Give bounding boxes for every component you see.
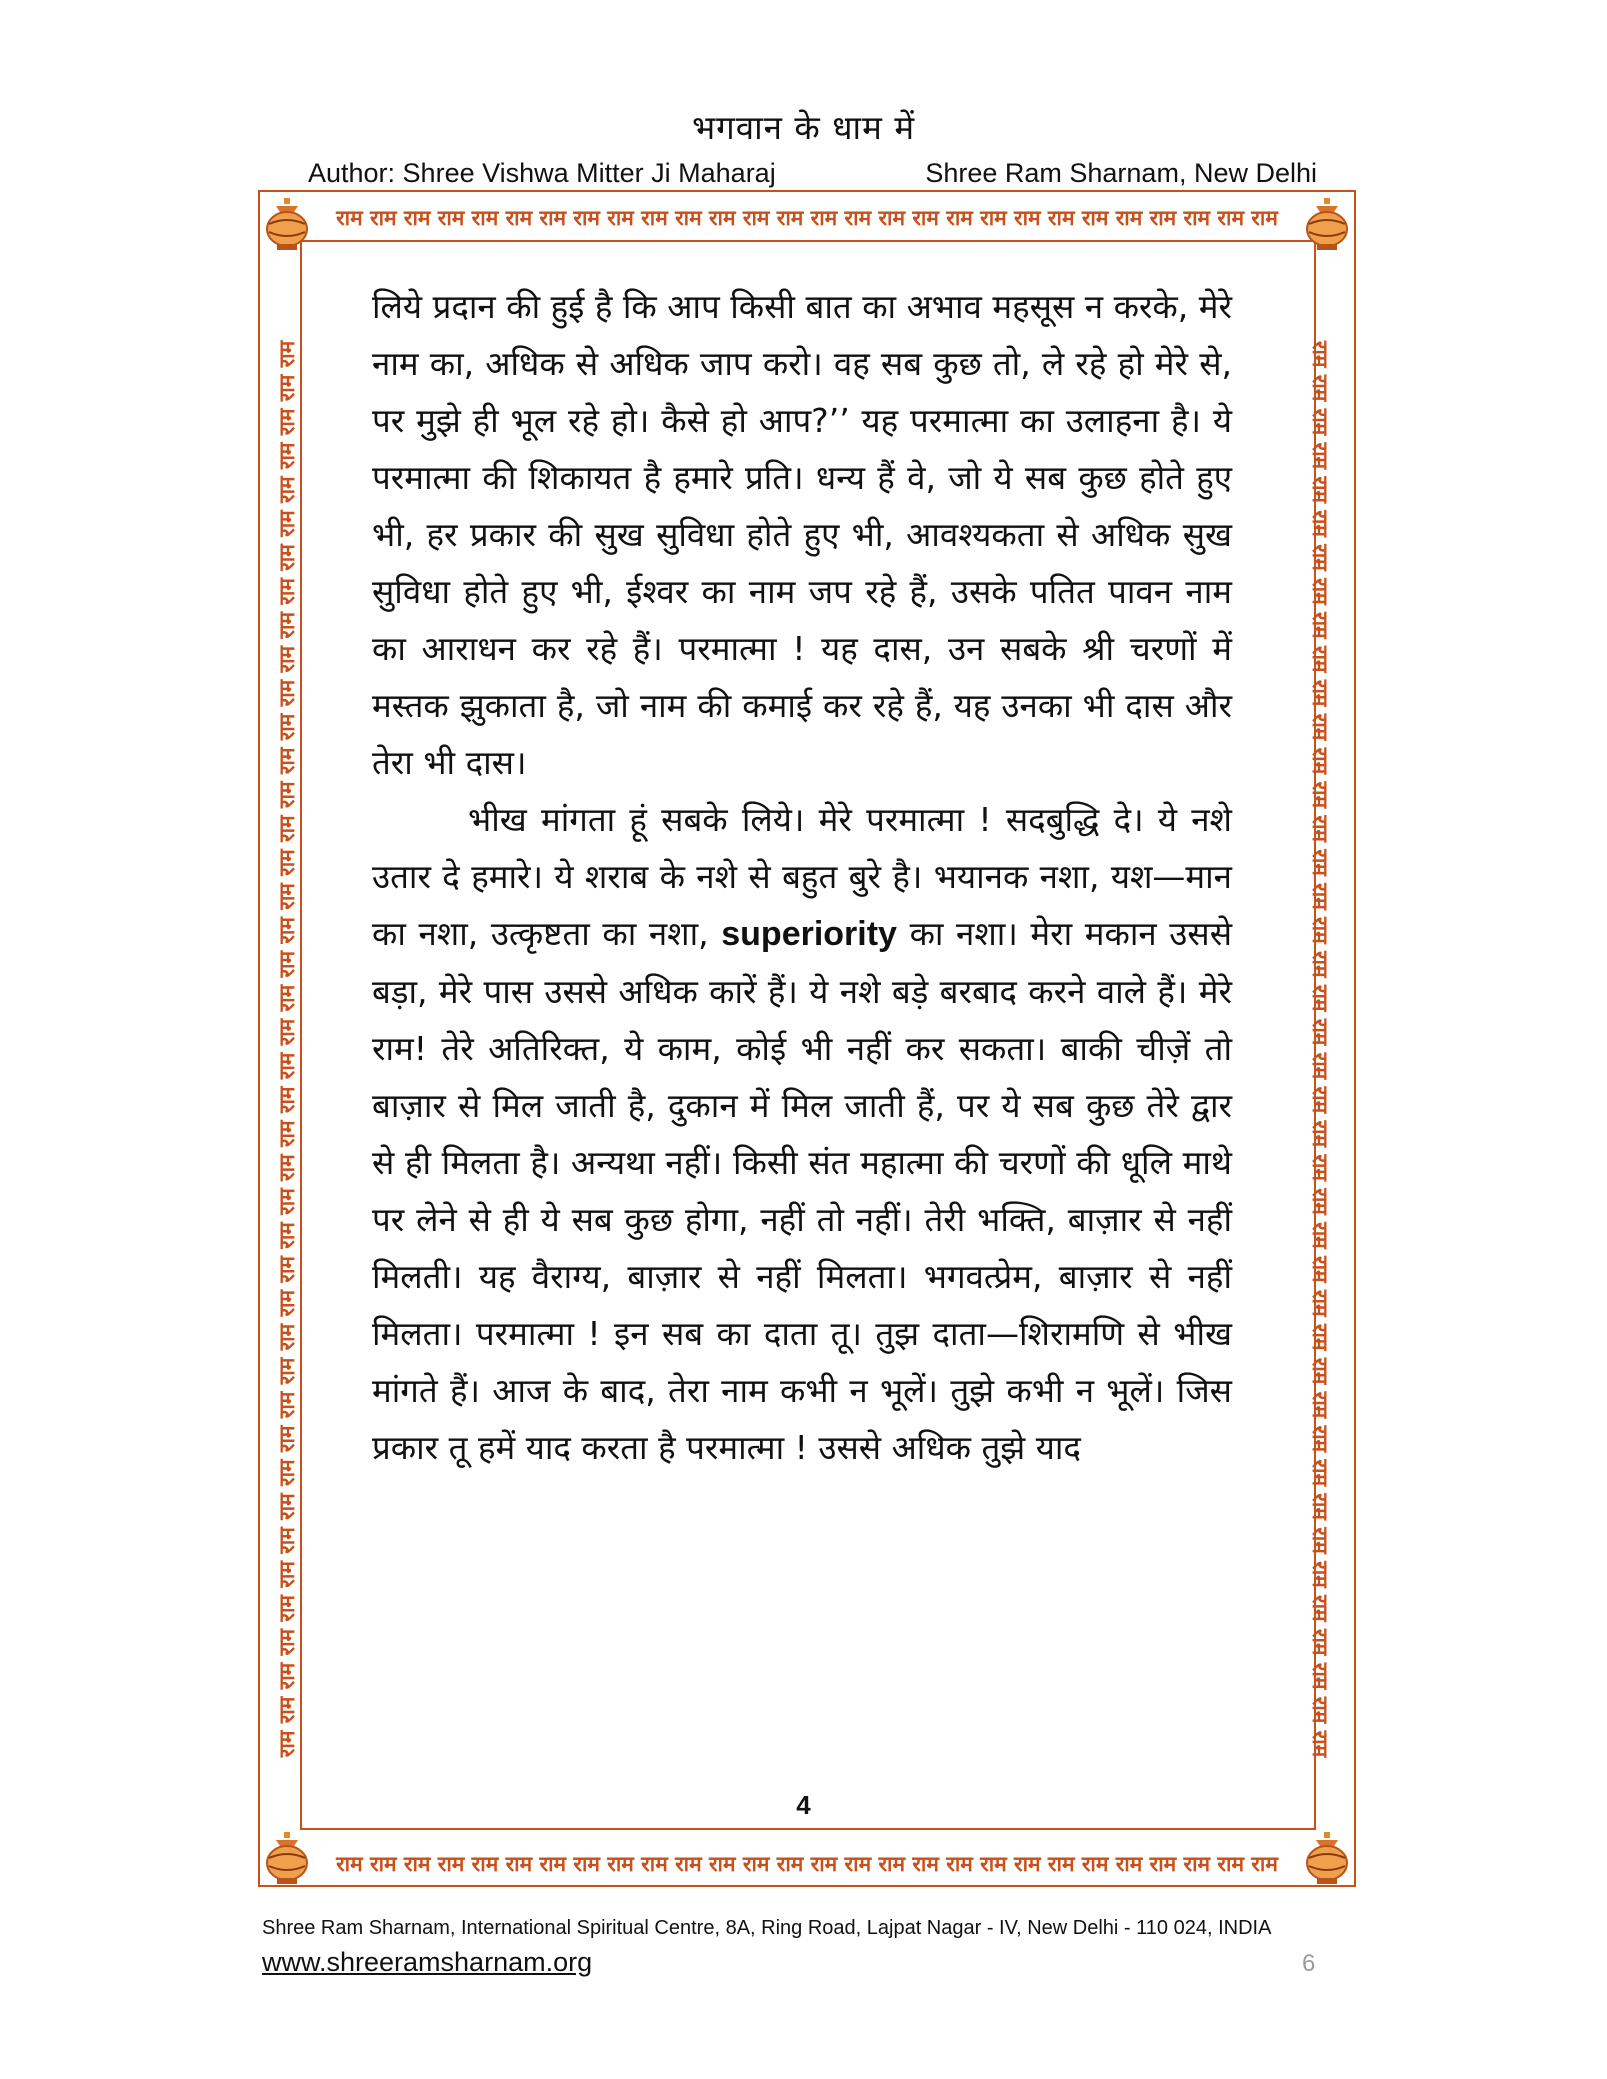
paragraph-text: का नशा। मेरा मकान उससे बड़ा, मेरे पास उससे अधिक कारें हैं। ये नशे बड़े बरबाद करने वाले हैं। मेरे राम! तेरे अतिरिक्त, ये काम, कोई भी नहीं कर सकता। बाकी चीज़ें तो बाज़ार से मिल जाती है, दुकान में मिल जाती हैं, पर ये सब कुछ तेरे द्वार से ही मिलता है। अन्यथा नहीं। किसी संत महात्मा की चरणों की धूलि माथे पर लेने से ही ये सब कुछ होगा, नहीं तो नहीं। तेरी भक्ति, बाज़ार से नहीं मिलती। यह वैराग्य, बाज़ार से नहीं मिलता। भगवत्प्रेम, बाज़ार से नहीं मिलता। परमात्मा ! इन सब का दाता तू। तुझ दाता—शिरामणि से भीख मांगते हैं। आज के बाद, तेरा नाम कभी न भूलें। तुझे कभी न भूलें। जिस प्रकार तू हमें याद करता है परमात्मा ! उससे अधिक तुझे याद [372,914,1233,1467]
paragraph: लिये प्रदान की हुई है कि आप किसी बात का अभाव महसूस न करके, मेरे नाम का, अधिक से अधिक जाप करो। वह सब कुछ तो, ले रहे हो मेरे से, पर मुझे ही भूल रहे हो। कैसे हो आप?’’ यह परमात्मा का उलाहना है। ये परमात्मा की शिकायत है हमारे प्रति। धन्य हैं वे, जो ये सब कुछ होते हुए भी, हर प्रकार की सुख सुविधा होते हुए भी, आवश्यकता से अधिक सुख सुविधा होते हुए भी, ईश्वर का नाम जप रहे हैं, उसके पतित पावन नाम का आराधन कर रहे हैं। परमात्मा ! यह दास, उन सबके श्री चरणों में मस्तक झुकाता है, जो नाम की कमाई कर रहे हैं, यह उनका भी दास और तेरा भी दास। [372,287,1232,782]
ram-border-left: राम राम राम राम राम राम राम राम राम राम राम राम राम राम राम राम राम राम राम राम राम राम राम राम राम राम राम राम राम राम राम राम राम राम राम राम राम राम राम राम राम राम [275,340,299,1758]
ram-border-bottom: राम राम राम राम राम राम राम राम राम राम राम राम राम राम राम राम राम राम राम राम राम राम राम राम राम राम राम राम [336,1852,1278,1876]
author-line: Author: Shree Vishwa Mitter Ji Maharaj [308,158,776,188]
kalash-ornament-icon [262,196,312,252]
kalash-ornament-icon [1302,196,1352,252]
paragraph-text: भीख मांगता हूं सबके लिये। मेरे परमात्मा ! सदबुद्धि दे। ये नशे उतार दे हमारे। ये शराब के नशे से बहुत बुरे है। भयानक नशा, यश—मान का नशा, उत्कृष्टता का नशा, [372,800,1232,953]
organization-line: Shree Ram Sharnam, New Delhi [925,158,1317,188]
english-word: superiority [721,915,897,953]
website-link[interactable]: www.shreeramsharnam.org [262,1947,593,1977]
page-number: 4 [796,1790,811,1820]
kalash-ornament-icon [262,1830,312,1886]
kalash-ornament-icon [1302,1830,1352,1886]
pdf-page-number: 6 [1302,1950,1316,1977]
paragraph [372,791,1232,1476]
footer-address: Shree Ram Sharnam, International Spiritual Centre, 8A, Ring Road, Lajpat Nagar - IV, New Delhi - 110 024, INDIA [262,1917,1272,1939]
ram-border-top: राम राम राम राम राम राम राम राम राम राम राम राम राम राम राम राम राम राम राम राम राम राम राम राम राम राम राम राम [336,206,1278,230]
ram-border-right: राम राम राम राम राम राम राम राम राम राम राम राम राम राम राम राम राम राम राम राम राम राम राम राम राम राम राम राम राम राम राम राम राम राम राम राम राम राम राम राम राम राम [1308,340,1332,1758]
document-title: भगवान के धाम में [691,108,916,147]
body-text [372,278,1232,1476]
